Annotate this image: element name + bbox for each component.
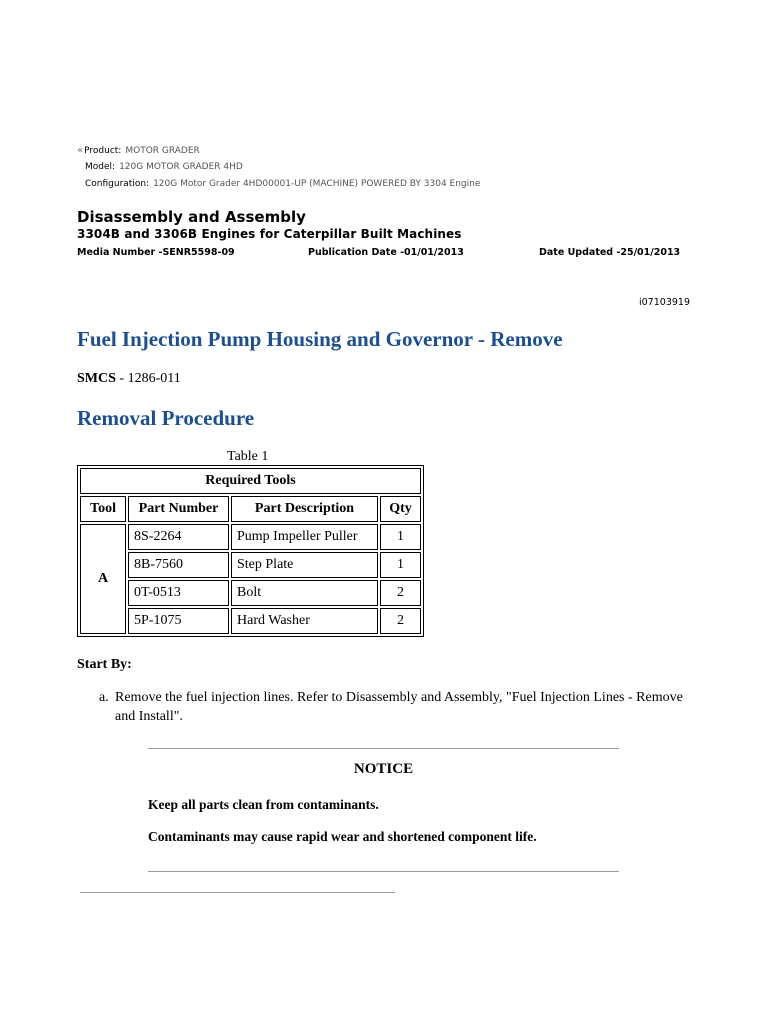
qty-cell: 2 [380,580,421,606]
document-subtitle: 3304B and 3306B Engines for Caterpillar Built Machines [77,227,462,241]
date-updated: Date Updated -25/01/2013 [539,247,681,258]
table-header-row [80,496,421,522]
footer-divider [80,892,395,893]
smcs-line [77,371,181,387]
qty-cell: 1 [380,552,421,578]
notice-title: NOTICE [353,761,414,777]
document-id: i07103919 [639,297,690,308]
configuration-value: 120G Motor Grader 4HD00001-UP (MACHINE) POWERED BY 3304 Engine [153,179,481,189]
configuration-label: Configuration: [85,179,150,189]
configuration-row [85,179,480,189]
product-value: MOTOR GRADER [125,146,200,156]
header-part-description: Part Description [231,496,378,522]
part-description-cell: Step Plate [231,552,378,578]
smcs-value: - 1286-011 [115,371,181,386]
publication-date: Publication Date -01/01/2013 [308,247,464,258]
qty-cell: 2 [380,608,421,634]
table-row [80,552,421,578]
notice-line-1: Keep all parts clean from contaminants. [148,797,379,812]
part-number-cell: 0T-0513 [128,580,229,606]
table-row [80,580,421,606]
table-title-row [80,468,421,494]
list-marker: a. [99,690,109,705]
tool-group-cell: A [80,524,126,634]
notice-line-2: Contaminants may cause rapid wear and shortened component life. [148,829,537,844]
qty-cell: 1 [380,524,421,550]
start-by-label: Start By: [77,657,132,672]
table-caption: Table 1 [227,449,269,464]
list-item [99,688,699,726]
model-label: Model: [85,162,116,172]
smcs-label: SMCS [77,371,116,386]
table-title: Required Tools [80,468,421,494]
part-description-cell: Pump Impeller Puller [231,524,378,550]
section-heading: Removal Procedure [77,406,255,430]
required-tools-table [77,465,424,637]
part-description-cell: Bolt [231,580,378,606]
table-row [80,524,421,550]
notice-top-divider [148,748,619,749]
header-part-number: Part Number [128,496,229,522]
part-number-cell: 8S-2264 [128,524,229,550]
notice-bottom-divider [148,871,619,872]
back-arrow-icon[interactable]: « [77,145,84,156]
model-value: 120G MOTOR GRADER 4HD [119,162,243,172]
media-number: Media Number -SENR5598-09 [77,247,235,258]
part-number-cell: 5P-1075 [128,608,229,634]
page-title: Fuel Injection Pump Housing and Governor - Remove [77,327,563,351]
step-text: Remove the fuel injection lines. Refer to Disassembly and Assembly, "Fuel Injection Lines - Remove and Install". [115,690,683,724]
product-row [77,145,200,156]
model-row [85,162,243,172]
part-number-cell: 8B-7560 [128,552,229,578]
table-row [80,608,421,634]
header-qty: Qty [380,496,421,522]
product-label: Product: [84,146,122,156]
part-description-cell: Hard Washer [231,608,378,634]
header-tool: Tool [80,496,126,522]
document-title: Disassembly and Assembly [77,208,306,226]
